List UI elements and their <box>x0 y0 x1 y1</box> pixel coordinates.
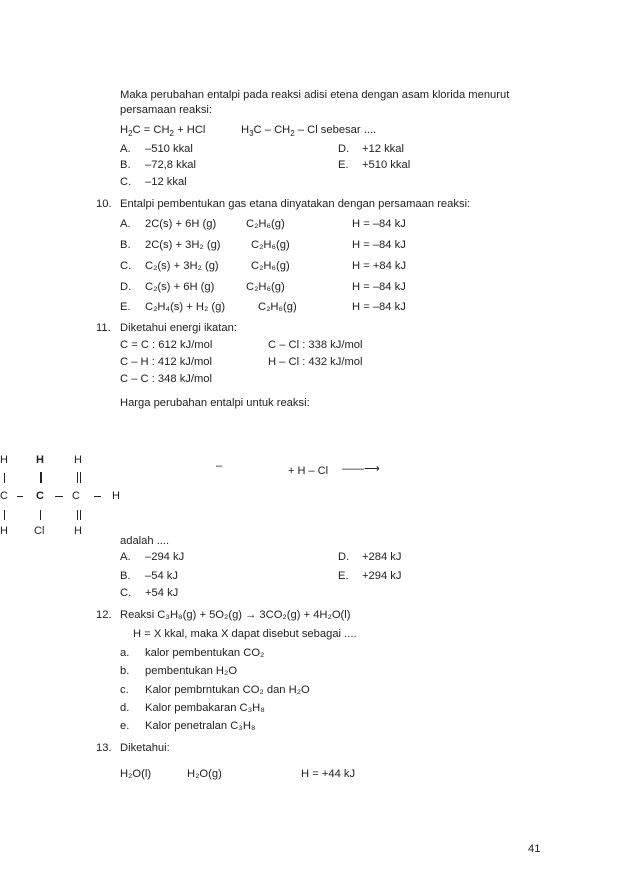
q12-option-e-label: e. <box>120 720 130 732</box>
q9-sub-2a: 2 <box>128 129 133 138</box>
struct-bot-cl: Cl <box>34 525 45 537</box>
reaction-arrow: ——⟶ <box>342 463 380 475</box>
q11-option-a-text: –294 kJ <box>145 551 185 563</box>
q12-option-b-label: b. <box>120 665 130 677</box>
q11-bond-ch: C – H : 412 kJ/mol <box>120 356 213 368</box>
q11-option-b-label: B. <box>120 570 131 582</box>
struct-c3: C <box>72 490 75 502</box>
q11-option-e-label: E. <box>338 570 349 582</box>
q9-reaction <box>120 123 205 137</box>
bond-v-top-3a <box>77 472 78 483</box>
q10-e-product: C₂H₆(g) <box>258 301 297 313</box>
q9-sub-2b: 2 <box>169 129 174 138</box>
q11-option-b-text: –54 kJ <box>145 570 178 582</box>
q10-number: 10. <box>96 198 112 210</box>
q9-sub-3: 3 <box>249 129 254 138</box>
q11-bond-hcl: H – Cl : 432 kJ/mol <box>268 356 363 368</box>
struct-minus: – <box>216 460 223 472</box>
q10-d-reactants: C₂(s) + 6H (g) <box>145 281 215 293</box>
q9-option-a-label: A. <box>120 143 131 155</box>
q10-c-reactants: C₂(s) + 3H₂ (g) <box>145 260 219 272</box>
q10-d-label: D. <box>120 281 132 293</box>
q9-intro-line1: Maka perubahan entalpi pada reaksi adisi etena dengan asam klorida menurut <box>120 89 510 101</box>
struct-top-h3: H <box>74 454 77 466</box>
q11-question: Diketahui energi ikatan: <box>120 322 237 334</box>
struct-bot-h3: H <box>74 525 77 537</box>
q10-e-label: E. <box>120 301 131 313</box>
bond-v-bot-3b <box>80 510 81 520</box>
q10-a-reactants: 2C(s) + 6H (g) <box>145 218 217 230</box>
q9-option-c-label: C. <box>120 176 132 188</box>
q10-c-dh: H = +84 kJ <box>352 260 407 272</box>
q9-product-c: C – CH <box>253 124 291 136</box>
q9-option-c-text: –12 kkal <box>145 176 187 188</box>
q12-option-b-text: pembentukan H₂O <box>145 665 238 677</box>
q10-d-product: C₂H₆(g) <box>246 281 285 293</box>
struct-reagent: + H – Cl <box>288 465 329 477</box>
bond-v-bot-3a <box>77 510 78 520</box>
q13-reactant: H₂O(l) <box>120 768 152 780</box>
q9-reactant-c: C = CH <box>132 124 170 136</box>
q10-b-reactants: 2C(s) + 3H₂ (g) <box>145 239 221 251</box>
q9-product-h: H <box>241 124 250 136</box>
q11-bond-ccl: C – Cl : 338 kJ/mol <box>268 339 363 351</box>
bond-v-top-1 <box>4 473 5 483</box>
q10-c-label: C. <box>120 260 132 272</box>
q9-option-d-text: +12 kkal <box>362 143 404 155</box>
q9-reactant-hcl: + HCl <box>177 124 206 136</box>
q11-closing: adalah .... <box>120 535 170 547</box>
q9-intro-line2: persamaan reaksi: <box>120 104 213 116</box>
bond-v-top-2 <box>40 472 42 483</box>
q11-option-d-label: D. <box>338 551 350 563</box>
q9-sub-2c: 2 <box>290 129 295 138</box>
q11-option-c-label: C. <box>120 587 132 599</box>
q11-option-a-label: A. <box>120 551 131 563</box>
struct-c1: C <box>0 490 8 502</box>
q9-option-b-text: –72,8 kkal <box>145 159 196 171</box>
q10-e-reactants: C₂H₄(s) + H₂ (g) <box>145 301 226 313</box>
struct-top-h2: H <box>36 454 44 466</box>
q10-a-label: A. <box>120 218 131 230</box>
q10-c-product: C₂H₆(g) <box>251 260 290 272</box>
q9-option-e-label: E. <box>338 159 349 171</box>
q12-option-d-label: d. <box>120 702 130 714</box>
q11-bond-cc-single: C – C : 348 kJ/mol <box>120 373 213 385</box>
q9-option-a-text: –510 kkal <box>145 143 193 155</box>
q11-option-c-text: +54 kJ <box>145 587 179 599</box>
q13-product: H₂O(g) <box>187 768 222 780</box>
q11-prompt: Harga perubahan entalpi untuk reaksi: <box>120 397 310 409</box>
q11-bond-cc-double: C = C : 612 kJ/mol <box>120 339 213 351</box>
q11-option-e-text: +294 kJ <box>362 570 402 582</box>
q9-option-e-text: +510 kkal <box>362 159 411 171</box>
q10-question: Entalpi pembentukan gas etana dinyatakan dengan persamaan reaksi: <box>120 198 471 210</box>
struct-top-h1: H <box>0 454 8 466</box>
q12-option-a-text: kalor pembentukan CO₂ <box>145 647 265 659</box>
q9-option-b-label: B. <box>120 159 131 171</box>
q13-dh: H = +44 kJ <box>301 768 356 780</box>
q12-reaction: Reaksi C₃H₈(g) + 5O₂(g) → 3CO₂(g) + 4H₂O(l) <box>120 609 351 621</box>
q10-b-product: C₂H₆(g) <box>251 239 290 251</box>
q9-option-d-label: D. <box>338 143 350 155</box>
bond-v-bot-1 <box>4 510 5 520</box>
struct-bot-h1: H <box>0 525 8 537</box>
q12-number: 12. <box>96 609 112 621</box>
q10-e-dh: H = –84 kJ <box>352 301 406 313</box>
q12-option-a-label: a. <box>120 647 130 659</box>
q10-a-dh: H = –84 kJ <box>352 218 406 230</box>
bond-v-top-3b <box>80 472 81 483</box>
bond-h-3 <box>94 496 101 497</box>
struct-c2: C <box>36 490 44 502</box>
q9-product <box>241 123 376 137</box>
q13-number: 13. <box>96 742 112 754</box>
bond-h-1 <box>17 496 23 497</box>
q11-number: 11. <box>96 322 111 334</box>
q9-reactant-h: H <box>120 124 129 136</box>
q10-d-dh: H = –84 kJ <box>352 281 406 293</box>
q12-statement: H = X kkal, maka X dapat disebut sebagai .... <box>133 628 357 640</box>
q12-option-e-text: Kalor penetralan C₃H₈ <box>145 720 256 732</box>
q9-product-cl: – Cl sebesar .... <box>297 124 377 136</box>
q12-option-d-text: Kalor pembakaran C₃H₈ <box>145 702 265 714</box>
page-number: 41 <box>528 843 541 855</box>
q10-b-dh: H = –84 kJ <box>352 239 406 251</box>
q12-option-c-text: Kalor pembrntukan CO₂ dan H₂O <box>145 684 310 696</box>
q10-a-product: C₂H₆(g) <box>246 218 285 230</box>
struct-h-right: H <box>112 490 115 502</box>
q12-option-c-label: c. <box>120 684 129 696</box>
q13-question: Diketahui: <box>120 742 170 754</box>
q10-b-label: B. <box>120 239 131 251</box>
bond-h-2 <box>55 496 63 497</box>
q11-option-d-text: +284 kJ <box>362 551 402 563</box>
bond-v-bot-2 <box>40 510 41 520</box>
